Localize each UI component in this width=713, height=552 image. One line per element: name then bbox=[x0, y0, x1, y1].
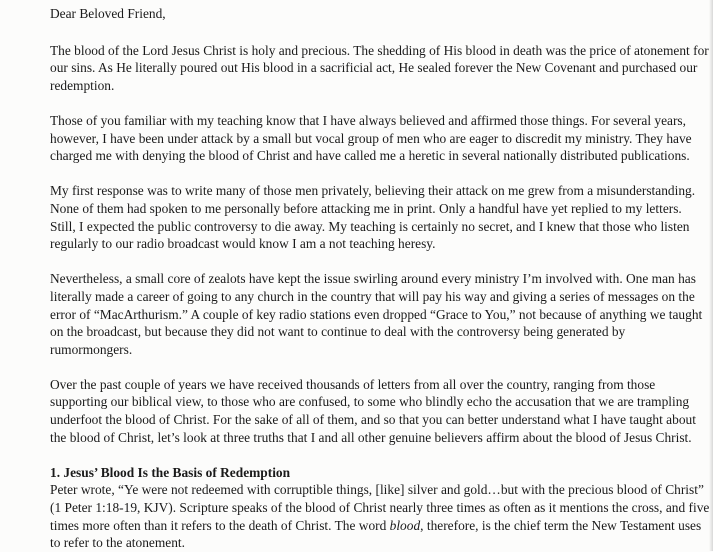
section-text-after-em: , therefore, is the chief term the New Testament uses to refer to the atonement. bbox=[50, 517, 702, 551]
section-paragraph bbox=[50, 481, 710, 551]
salutation: Dear Beloved Friend, bbox=[50, 6, 166, 21]
section-text-emphasis: blood bbox=[389, 517, 421, 533]
letter-page bbox=[50, 5, 710, 552]
scan-edge-shadow bbox=[709, 0, 713, 551]
paragraph-atonement: The blood of the Lord Jesus Christ is holy and precious. The shedding of His blood in death was the price of atonement for our sins. As He literally poured out His blood in a sacrificial act, He sealed forever the New Covenant and purchased our redemption. bbox=[50, 42, 709, 93]
paragraph-letters-received: Over the past couple of years we have received thousands of letters from all over the country, ranging from those supporting our biblical view, to those who are confused, to some who blindly echo the accusation that we are trampling underfoot the blood of Christ. For the sake of all of them, and so that you can better understand what I have taught about the blood of Christ, let’s look at three truths that I and all other genuine believers affirm about the blood of Jesus Christ. bbox=[50, 376, 696, 445]
paragraph-nevertheless: Nevertheless, a small core of zealots have kept the issue swirling around every ministry I’m involved with. One man has literally made a career of going to any church in the country that will pay his way and giving a series of messages on the error of “MacArthurism.” A couple of key radio stations even dropped “Grace to You,” not because of anything we taught on the broadcast, but because they did not want to continue to deal with the controversy being generated by rumormongers. bbox=[50, 271, 703, 357]
paragraph-first-response: My first response was to write many of those men privately, believing their attack on me grew from a misunderstanding. None of them had spoken to me personally before attacking me in print. Only a handful have yet replied to my letters. Still, I expected the public controversy to die away. My teaching is certainly no secret, and I knew that those who listen regularly to our radio broadcast would know I am a not teaching heresy. bbox=[50, 183, 696, 252]
paragraph-under-attack: Those of you familiar with my teaching know that I have always believed and affirmed those things. For several years, however, I have been under attack by a small but vocal group of men who are eager to discredit my ministry. They have charged me with denying the blood of Christ and have called me a heretic in several nationally distributed publications. bbox=[50, 112, 692, 164]
section-heading: 1. Jesus’ Blood Is the Basis of Redemption bbox=[50, 464, 291, 480]
section-text-before-em: Peter wrote, “Ye were not redeemed with corruptible things, [like] silver and gold…but with the precious blood of Christ” (1 Peter 1:18-19, KJV). Scripture speaks of the blood of Christ nearly three times as often as it mentions the cross, and five times more often than it refers to the death of Christ. The word bbox=[50, 482, 710, 533]
